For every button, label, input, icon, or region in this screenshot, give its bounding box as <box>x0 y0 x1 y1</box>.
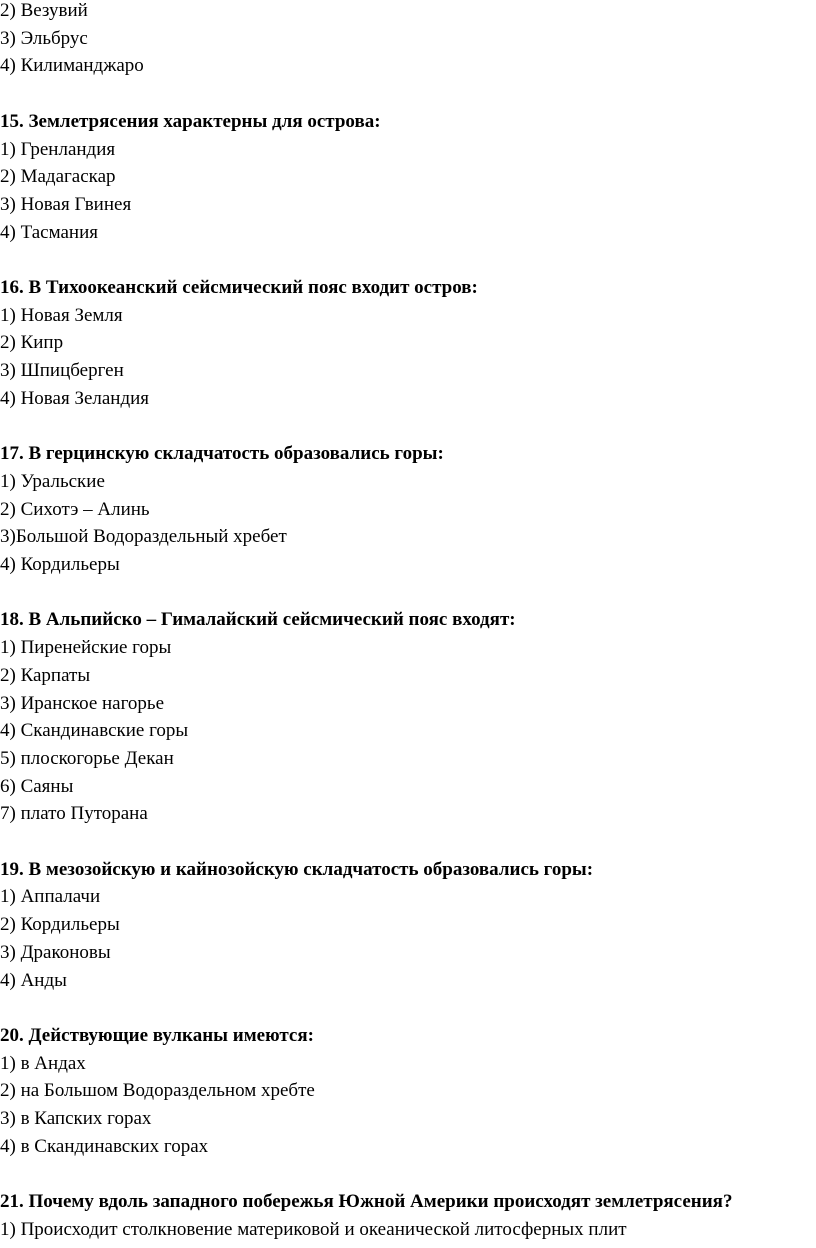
answer-option: 3) в Капских горах <box>0 1108 152 1129</box>
answer-option: 3) Драконовы <box>0 941 111 963</box>
answer-option: 6) Саяны <box>0 775 74 797</box>
answer-option: 2) Карпаты <box>0 664 91 686</box>
answer-option: 2) Сихотэ – Алинь <box>0 498 150 520</box>
question-heading: 18. В Альпийско – Гималайский сейсмический пояс входят: <box>0 609 516 631</box>
answer-option: 1) Новая Земля <box>0 304 123 326</box>
answer-option: 4) Кордильеры <box>0 554 120 575</box>
answer-option: 2) Везувий <box>0 0 88 21</box>
question-heading: 21. Почему вдоль западного побережья Южной Америки происходят землетрясения? <box>0 1191 733 1213</box>
answer-option: 3)Большой Водораздельный хребет <box>0 526 287 548</box>
question-heading: 20. Действующие вулканы имеются: <box>0 1024 314 1046</box>
question-heading: 19. В мезозойскую и кайнозойскую складчатость образовались горы: <box>0 858 594 880</box>
answer-option: 4) Анды <box>0 969 67 991</box>
answer-option: 4) Новая Зеландия <box>0 387 150 409</box>
answer-option: 3) Новая Гвинея <box>0 193 132 215</box>
answer-option: 1) в Андах <box>0 1052 86 1074</box>
answer-option: 5) плоскогорье Декан <box>0 747 174 769</box>
question-heading: 17. В герцинскую складчатость образовались горы: <box>0 443 444 465</box>
answer-option: 2) Кордильеры <box>0 914 120 936</box>
answer-option: 1) Аппалачи <box>0 886 101 908</box>
answer-option: 2) Мадагаскар <box>0 166 116 188</box>
answer-option: 1) Пиренейские горы <box>0 637 172 659</box>
answer-option: 1) Уральские <box>0 470 105 492</box>
answer-option: 4) Килиманджаро <box>0 55 144 77</box>
answer-option: 4) в Скандинавских горах <box>0 1135 209 1157</box>
answer-option: 7) плато Путорана <box>0 803 148 825</box>
answer-option: 4) Скандинавские горы <box>0 720 189 742</box>
question-heading: 15. Землетрясения характерны для острова: <box>0 110 381 132</box>
answer-option: 2) на Большом Водораздельном хребте <box>0 1080 315 1102</box>
answer-option: 4) Тасмания <box>0 221 98 243</box>
answer-option: 3) Эльбрус <box>0 27 88 49</box>
answer-option: 2) Кипр <box>0 332 64 354</box>
answer-option: 1) Гренландия <box>0 138 116 160</box>
answer-option: 3) Шпицберген <box>0 360 124 382</box>
answer-option: 3) Иранское нагорье <box>0 692 165 714</box>
question-heading: 16. В Тихоокеанский сейсмический пояс входит остров: <box>0 277 478 298</box>
answer-option: 1) Происходит столкновение материковой и океанической литосферных плит <box>0 1218 627 1240</box>
